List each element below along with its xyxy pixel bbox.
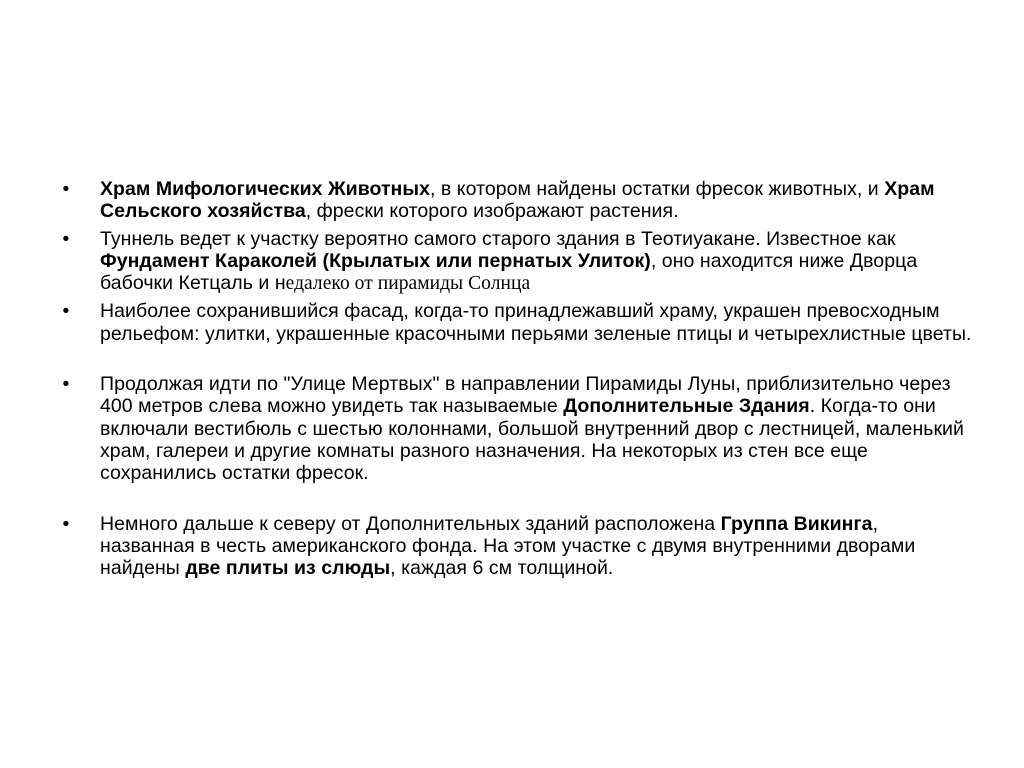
text-run: Туннель ведет к участку вероятно самого старого здания в Теотиуакане. Известное как <box>100 227 896 250</box>
viking-group-title: Группа Викинга <box>720 512 873 535</box>
temple-mythological-animals-title: Храм Мифологических Животных <box>100 178 430 200</box>
text-run-serif: едалеко от пирамиды Солнца <box>285 273 531 295</box>
temple-agriculture-title: Храм Сельского хозяйства <box>100 178 935 223</box>
bullet-item-facade <box>56 300 976 345</box>
text-run: , фрески которого изображают растения. <box>305 200 679 223</box>
text-run: Продолжая идти по "Улице Мертвых" в направлении Пирамиды Луны, приблизительно через 400 метров слева можно увидеть так называемые <box>100 373 951 418</box>
text-run: Немного дальше к северу от Дополнительных зданий расположена <box>100 512 721 535</box>
bullet-marker: • <box>62 373 70 396</box>
additional-buildings-title: Дополнительные Здания <box>563 395 810 418</box>
text-run: , в котором найдены остатки фресок животных, и <box>429 178 885 200</box>
mica-slabs-title: две плиты из слюды <box>185 557 391 580</box>
bullet-marker: • <box>62 178 70 200</box>
text-run: , каждая 6 см толщиной. <box>390 557 614 580</box>
bullet-item-viking-group <box>56 513 976 580</box>
text-run: , оно находится ниже Дворца бабочки Кетцаль и н <box>100 249 918 295</box>
bullet-item-additional-buildings <box>56 373 976 484</box>
bullet-item-temple-animals <box>56 178 976 223</box>
bullet-item-tunnel <box>56 228 976 296</box>
text-run: . Когда-то они включали вестибюль с шестью колоннами, большой внутренний двор с лестницей, маленький храм, галереи и другие комнаты разного назначения. На некоторых из стен все еще сохранились остатки фресок. <box>100 395 964 485</box>
bullet-list <box>56 178 976 579</box>
bullet-marker: • <box>62 300 70 323</box>
bullet-marker: • <box>62 227 70 250</box>
text-run: , названная в честь американского фонда. На этом участке с двумя внутренними дворами найдены <box>100 512 916 580</box>
caracoles-foundation-title: Фундамент Караколей (Крылатых или пернатых Улиток) <box>100 249 651 272</box>
bullet-marker: • <box>62 512 70 535</box>
text-run: Наиболее сохранившийся фасад, когда-то принадлежавший храму, украшен превосходным рельефом: улитки, украшенные красочными перьями зеленые птицы и четырехлистные цветы. <box>100 300 972 345</box>
